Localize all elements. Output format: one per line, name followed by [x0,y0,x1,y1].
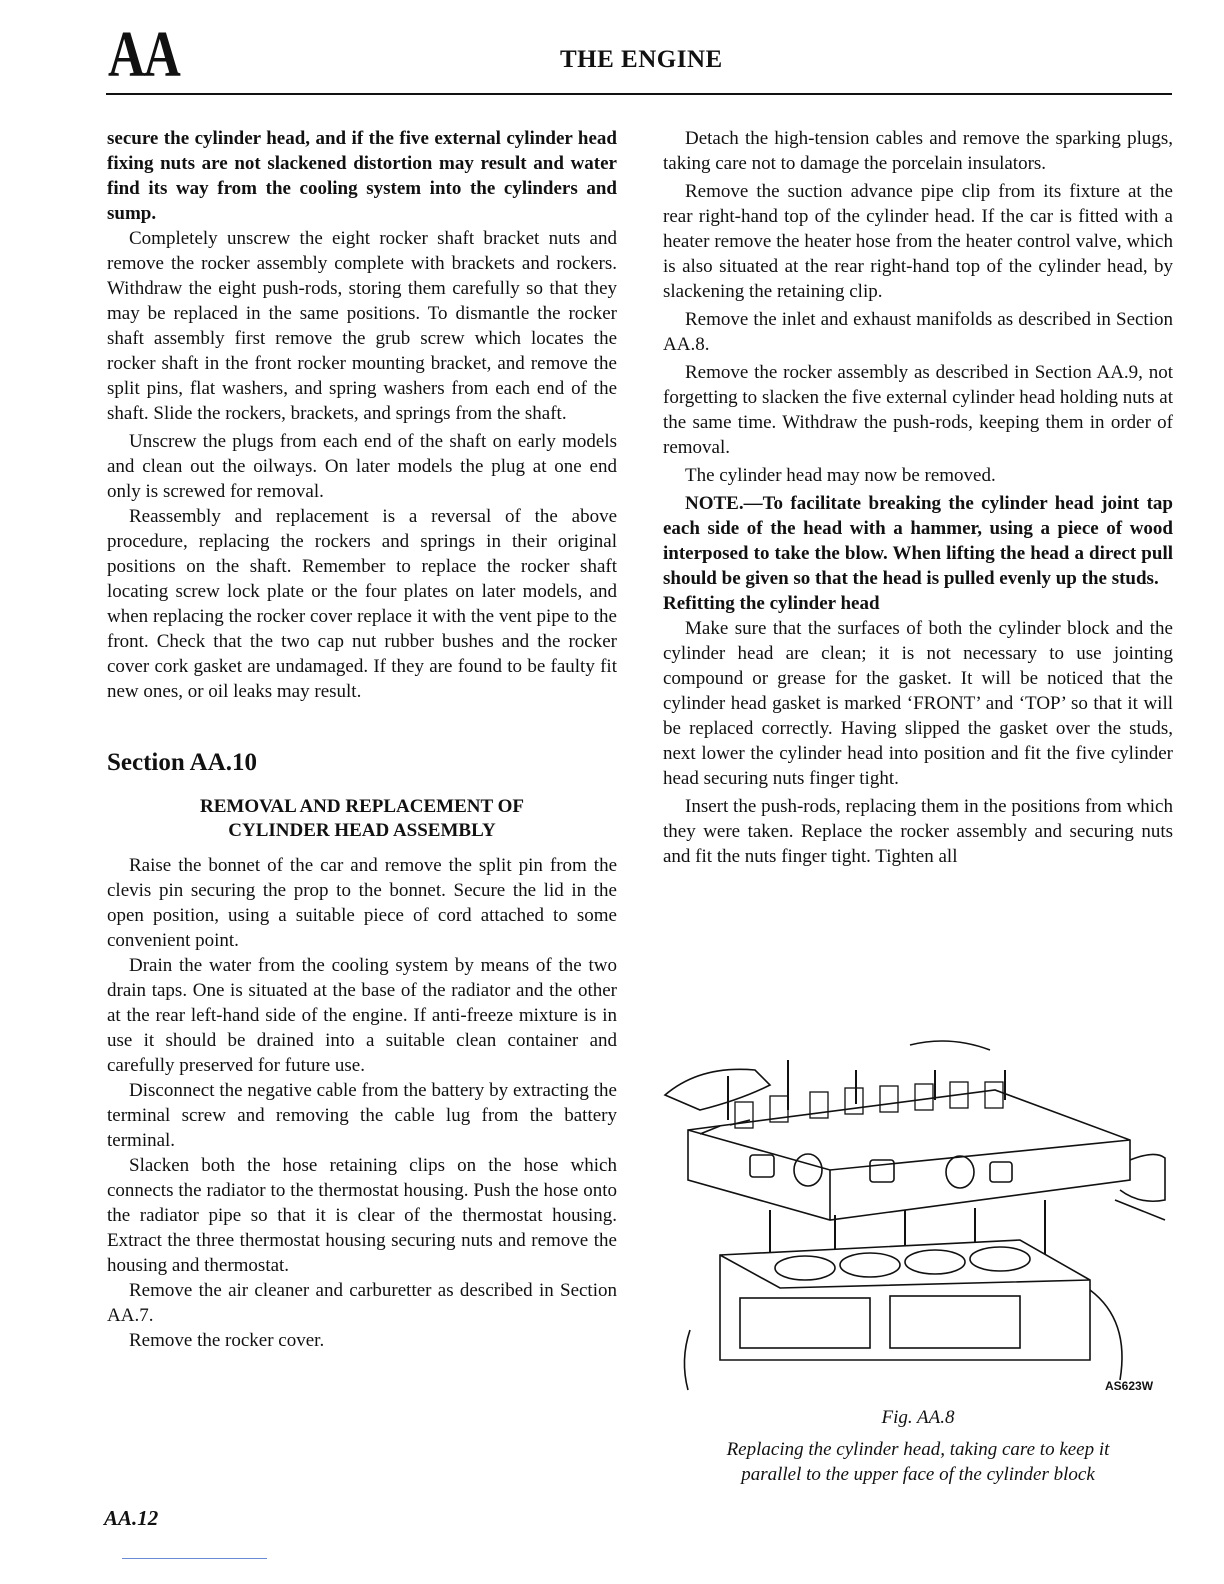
paragraph-continued-warning: secure the cylinder head, and if the five external cylinder head fixing nuts are not slackened distortion may result and water find its way from the cooling system into the cylinders and sump. [107,128,617,224]
section-subtitle-line-1: REMOVAL AND REPLACEMENT OF [200,796,524,817]
paragraph-air-cleaner: Remove the air cleaner and carburetter as described in Section AA.7. [107,1280,617,1326]
section-subtitle [107,795,617,843]
footer-rule [122,1558,267,1559]
header-rule [106,93,1172,95]
paragraph-disconnect-battery: Disconnect the negative cable from the battery by extracting the terminal screw and removing the cable lug from the battery terminal. [107,1080,617,1151]
figure-label: Fig. AA.8 [881,1407,955,1428]
paragraph-rocker-removal: Completely unscrew the eight rocker shaft bracket nuts and remove the rocker assembly complete with brackets and rockers. Withdraw the eight push-rods, storing them carefully so that they may be replaced in the same positions. To dismantle the rocker shaft assembly first remove the grub screw which locates the rocker shaft in the front rocker mounting bracket, and remove the split pins, flat washers, and spring washers from each end of the shaft. Slide the rockers, brackets, and springs from the shaft. [107,228,617,424]
left-column [107,126,617,1353]
paragraph-shaft-plugs: Unscrew the plugs from each end of the shaft on early models and clean out the oilways. On later models the plug at one end only is screwed for removal. [107,431,617,502]
paragraph-rocker-assembly: Remove the rocker assembly as described in Section AA.9, not forgetting to slacken the five external cylinder head holding nuts at the same time. Withdraw the push-rods, keeping them in order of removal. [663,362,1173,458]
section-heading: Section AA.10 [107,749,257,776]
paragraph-head-removed: The cylinder head may now be removed. [685,465,996,486]
paragraph-surfaces-clean: Make sure that the surfaces of both the cylinder block and the cylinder head are clean; it is not necessary to use jointing compound or grease for the gasket. It will be noticed that the cylinder head gasket is marked ‘FRONT’ and ‘TOP’ so that it will be replaced correctly. Having slipped the gasket over the studs, next lower the cylinder head into position and fit the five cylinder head securing nuts finger tight. [663,618,1173,789]
figure-caption-line-2: parallel to the upper face of the cylinder block [741,1464,1095,1485]
paragraph-reassembly: Reassembly and replacement is a reversal of the above procedure, replacing the rockers and springs in their original positions on the shaft. Remember to replace the rocker shaft locating screw lock plate or the four plates on later models, and when replacing the rocker cover replace it with the vent pipe to the front. Check that the two cap nut rubber bushes and the rocker cover cork gasket are undamaged. If they are found to be faulty fit new ones, or oil leaks may result. [107,506,617,702]
page-number: AA.12 [104,1506,159,1530]
subheading-refitting: Refitting the cylinder head [663,593,880,614]
figure-cylinder-head-illustration [660,1030,1170,1400]
paragraph-ht-cables: Detach the high-tension cables and remove the sparking plugs, taking care not to damage the porcelain insulators. [663,128,1173,174]
figure-code-label: AS623W [1105,1379,1154,1393]
paragraph-raise-bonnet: Raise the bonnet of the car and remove the split pin from the clevis pin securing the prop to the bonnet. Secure the lid in the open position, using a suitable piece of cord attached to some convenient point. [107,855,617,951]
figure-caption [663,1437,1173,1487]
right-column [663,126,1173,869]
running-title: THE ENGINE [560,46,723,73]
paragraph-note: NOTE.—To facilitate breaking the cylinder head joint tap each side of the head with a hammer, using a piece of wood interposed to take the blow. When lifting the head a direct pull should be given so that the head is pulled evenly up the studs. [663,493,1173,589]
figure-caption-line-1: Replacing the cylinder head, taking care to keep it [726,1439,1110,1460]
paragraph-suction-pipe: Remove the suction advance pipe clip from its fixture at the rear right-hand top of the cylinder head. If the car is fitted with a heater remove the heater hose from the heater control valve, which is also situated at the rear right-hand top of the cylinder head, by slackening the retaining clip. [663,181,1173,302]
paragraph-insert-pushrods: Insert the push-rods, replacing them in the positions from which they were taken. Replace the rocker assembly and securing nuts and fit the nuts finger tight. Tighten all [663,796,1173,867]
engine-line-drawing [660,1030,1170,1400]
paragraph-drain-water: Drain the water from the cooling system by means of the two drain taps. One is situated at the base of the radiator and the other at the rear left-hand side of the engine. If anti-freeze mixture is in use it should be drained into a suitable clean container and carefully preserved for future use. [107,955,617,1076]
paragraph-manifolds: Remove the inlet and exhaust manifolds as described in Section AA.8. [663,309,1173,355]
section-mark: AA [108,18,180,91]
paragraph-hose-clips: Slacken both the hose retaining clips on the hose which connects the radiator to the thermostat housing. Push the hose onto the radiator pipe so that it is clear of the thermostat housing. Extract the three thermostat housing securing nuts and remove the housing and thermostat. [107,1155,617,1276]
section-subtitle-line-2: CYLINDER HEAD ASSEMBLY [228,820,496,841]
paragraph-rocker-cover: Remove the rocker cover. [129,1330,325,1351]
